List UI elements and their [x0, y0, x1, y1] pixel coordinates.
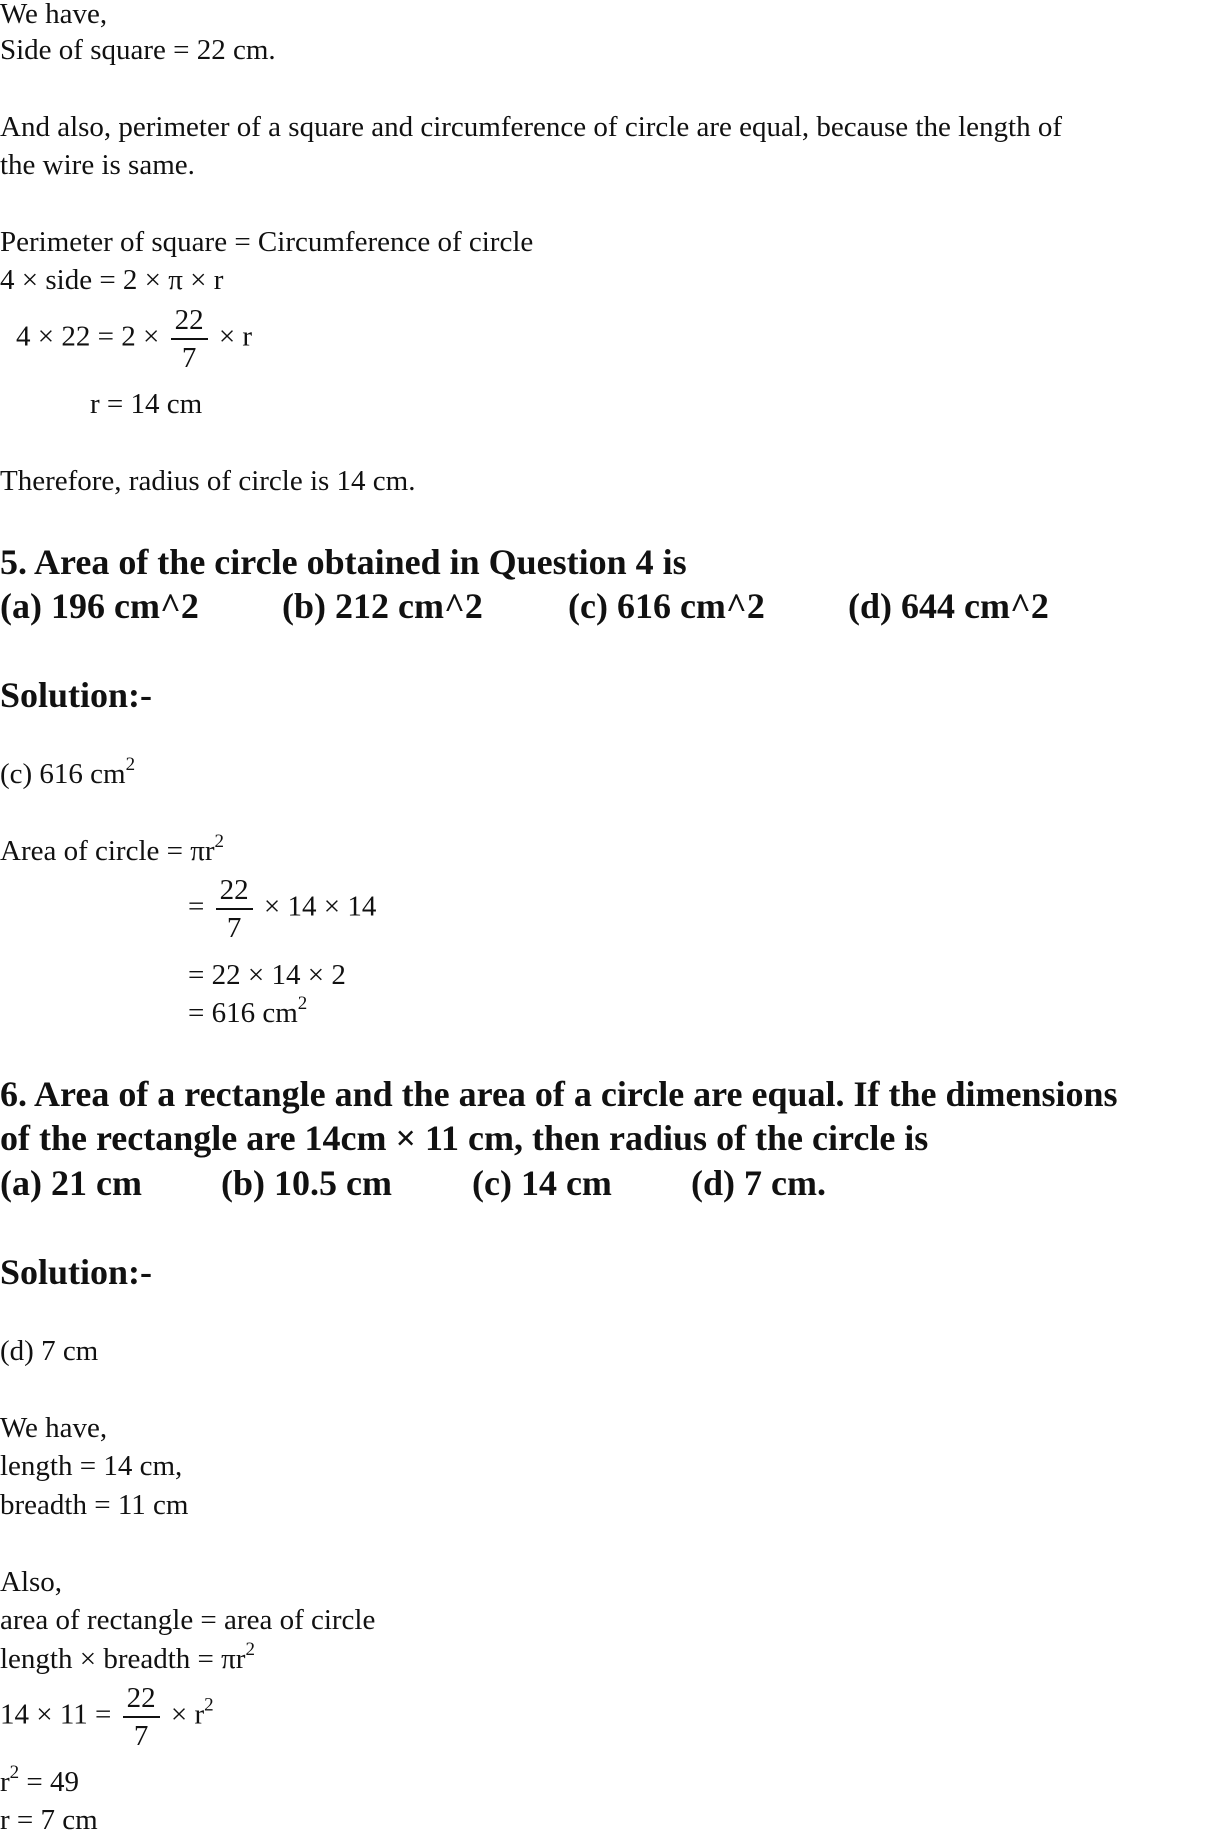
q6-solution-heading: Solution:- — [0, 1252, 153, 1292]
q6-answer: (d) 7 cm — [0, 1335, 99, 1367]
q6-lb-sup: 2 — [245, 1639, 255, 1660]
q5-option-a: (a) 196 cm^2 — [0, 586, 199, 626]
question-6-line1: 6. Area of a rectangle and the area of a circle are equal. If the dimensions — [0, 1074, 1118, 1114]
q6-also: Also, — [0, 1566, 63, 1598]
q5-option-d: (d) 644 cm^2 — [848, 586, 1049, 626]
q5-option-c: (c) 616 cm^2 — [568, 586, 765, 626]
q6-r2-sup: 2 — [9, 1762, 20, 1783]
q5-step2: = 22 × 14 × 2 — [188, 959, 346, 991]
q5-answer-sup: 2 — [125, 754, 136, 775]
q6-area-equation: area of rectangle = area of circle — [0, 1604, 376, 1636]
q5-fraction-denominator: 7 — [226, 912, 242, 944]
q6-lb-equation — [0, 1641, 255, 1677]
q5-fraction-numerator: 22 — [216, 872, 253, 910]
q6-fraction-22-7 — [123, 1680, 160, 1754]
formula-text: 4 × side = 2 × π × r — [0, 264, 224, 296]
fraction-numerator: 22 — [171, 302, 208, 340]
q6-r2-rest: = 49 — [19, 1766, 80, 1798]
q6-step-right-sup: 2 — [204, 1694, 214, 1716]
q6-r-squared — [0, 1764, 79, 1800]
q6-option-b: (b) 10.5 cm — [221, 1163, 392, 1203]
q5-step1 — [188, 872, 376, 946]
we-have-text: We have, — [0, 0, 108, 30]
q6-length: length = 14 cm, — [0, 1450, 183, 1482]
q6-we-have: We have, — [0, 1412, 108, 1444]
step-right: × r — [218, 320, 253, 353]
fraction-22-7 — [171, 302, 208, 376]
q5-area-text: Area of circle = πr — [0, 835, 215, 867]
q5-step3-text: = 616 cm — [188, 997, 298, 1029]
perimeter-equation: Perimeter of square = Circumference of circle — [0, 226, 534, 258]
q6-breadth: breadth = 11 cm — [0, 1489, 189, 1521]
q5-step1-eq: = — [188, 890, 205, 923]
q5-answer — [0, 756, 135, 792]
question-5-text: 5. Area of the circle obtained in Question 4 is — [0, 542, 687, 582]
therefore-text: Therefore, radius of circle is 14 cm. — [0, 465, 416, 497]
q5-step3 — [188, 995, 307, 1031]
q6-option-d: (d) 7 cm. — [691, 1163, 826, 1203]
q6-r2-label: r — [0, 1766, 10, 1798]
q5-fraction-22-7 — [216, 872, 253, 946]
q5-area-label — [0, 833, 224, 869]
q6-fraction-numerator: 22 — [123, 1680, 160, 1718]
q5-step1-right: × 14 × 14 — [263, 890, 377, 923]
step-equation — [16, 302, 252, 376]
side-of-square-text: Side of square = 22 cm. — [0, 34, 276, 66]
radius-result: r = 14 cm — [90, 388, 203, 420]
step-left: 4 × 22 = 2 × — [16, 320, 160, 353]
question-6-line2: of the rectangle are 14cm × 11 cm, then radius of the circle is — [0, 1118, 929, 1158]
q5-answer-text: (c) 616 cm — [0, 758, 126, 790]
q6-lb-text: length × breadth = πr — [0, 1643, 246, 1675]
q5-area-sup: 2 — [214, 831, 225, 852]
q5-step3-sup: 2 — [297, 993, 308, 1014]
also-text-line1: And also, perimeter of a square and circumference of circle are equal, because the length of — [0, 111, 1062, 143]
q6-step-equation — [0, 1680, 214, 1754]
q5-solution-heading: Solution:- — [0, 675, 153, 715]
q5-option-b: (b) 212 cm^2 — [282, 586, 483, 626]
q6-option-a: (a) 21 cm — [0, 1163, 142, 1203]
q6-step-right: × r — [170, 1698, 205, 1731]
q6-fraction-denominator: 7 — [133, 1720, 149, 1752]
q6-step-left: 14 × 11 = — [0, 1698, 112, 1731]
q6-r-result: r = 7 cm — [0, 1804, 98, 1836]
fraction-denominator: 7 — [181, 342, 197, 374]
q6-option-c: (c) 14 cm — [472, 1163, 612, 1203]
also-text-line2: the wire is same. — [0, 149, 195, 181]
